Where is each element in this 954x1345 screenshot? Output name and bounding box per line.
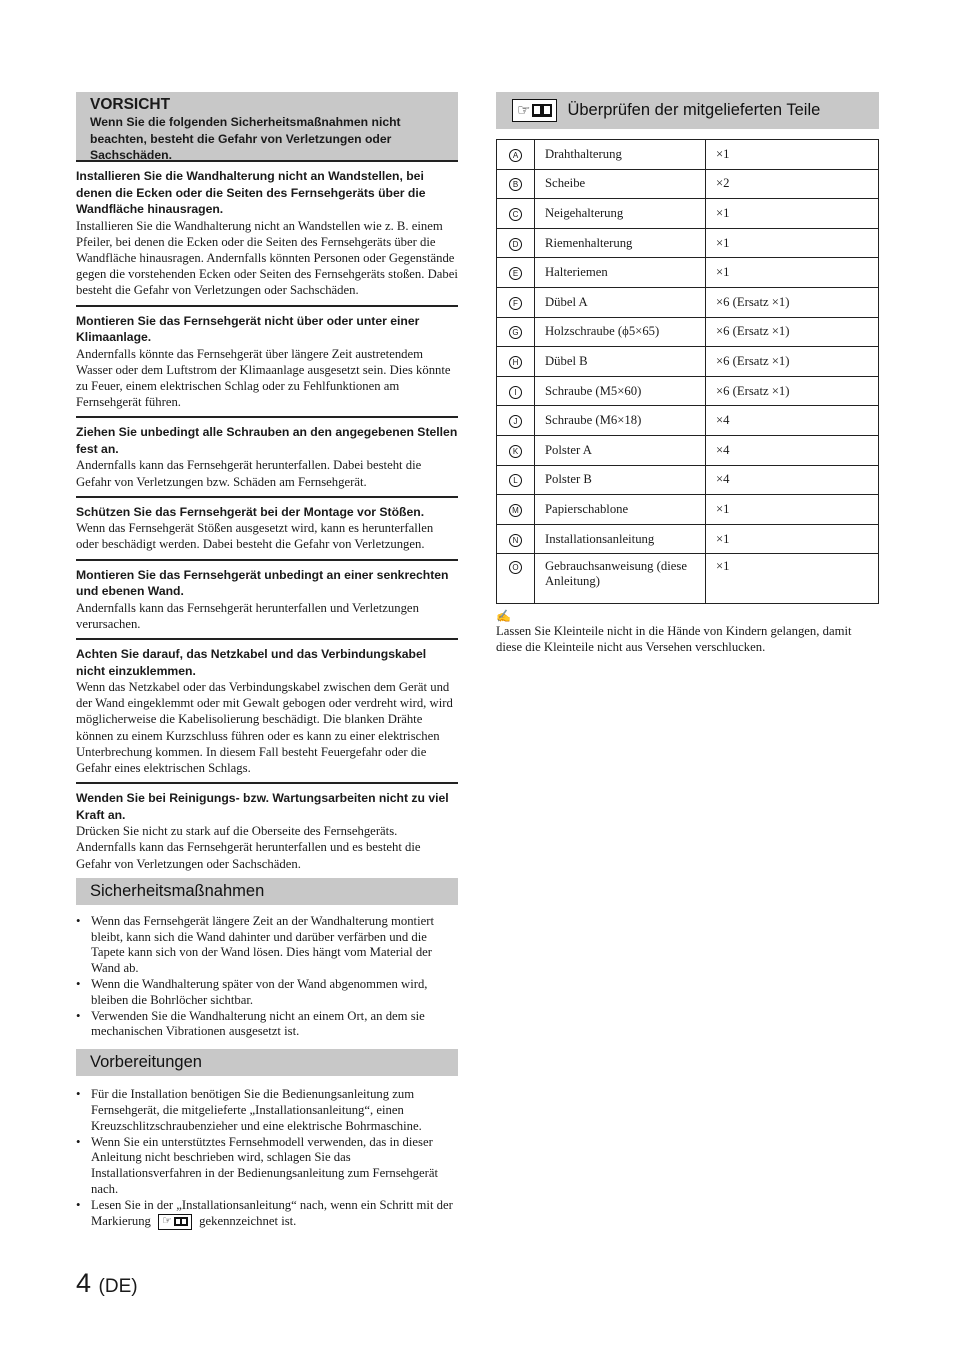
part-letter: F [509, 297, 522, 310]
part-quantity: ×4 [706, 465, 879, 495]
list-item: • Für die Installation benötigen Sie die Bedienungsanleitung zum Fernsehgerät, die mitgelieferte „Installationsanleitung“, einen Kreuzschlitzschraubenzieher und eine elektrische Bohrmaschine. [76, 1087, 458, 1134]
part-name: Holzschraube (ϕ5×65) [535, 317, 706, 347]
hand-book-marker-icon: ☞ [158, 1214, 192, 1230]
part-letter-cell [497, 435, 535, 465]
caution-box [76, 92, 458, 160]
part-letter-cell [497, 406, 535, 436]
part-name: Installationsanleitung [535, 524, 706, 554]
part-letter: I [509, 386, 522, 399]
part-letter: M [509, 504, 522, 517]
table-row [497, 435, 879, 465]
left-column [76, 92, 458, 1239]
part-letter: K [509, 445, 522, 458]
table-row [497, 228, 879, 258]
part-quantity: ×1 [706, 199, 879, 229]
warning-body: Andernfalls könnte das Fernsehgerät über längere Zeit austretendem Wasser oder dem Luftstrom der Klimaanlage ausgesetzt sein. Dies könnte zu Feuer, einem elektrischen Schlag oder zu Fehlfunktionen am Fernsehgerät führen. [76, 346, 451, 410]
table-row [497, 406, 879, 436]
part-letter-cell [497, 554, 535, 604]
warning-heading: Montieren Sie das Fernsehgerät unbedingt an einer senkrechten und ebenen Wand. [76, 567, 449, 599]
part-letter-cell [497, 228, 535, 258]
part-letter: G [509, 326, 522, 339]
part-letter: C [509, 208, 522, 221]
warning-block [76, 416, 458, 489]
part-name: Dübel B [535, 347, 706, 377]
part-name: Papierschablone [535, 495, 706, 525]
list-item: • Wenn Sie ein unterstütztes Fernsehmodell verwenden, das in dieser Anleitung nicht beschrieben wird, schlagen Sie das Installationsverfahren in der Bedienungsanleitung zum Fernsehgerät nach. [76, 1135, 458, 1198]
part-quantity: ×6 (Ersatz ×1) [706, 287, 879, 317]
part-quantity: ×1 [706, 554, 879, 604]
prep-list [76, 1087, 458, 1229]
part-quantity: ×4 [706, 406, 879, 436]
warning-heading: Ziehen Sie unbedingt alle Schrauben an den angegebenen Stellen fest an. [76, 425, 458, 456]
warning-heading: Montieren Sie das Fernsehgerät nicht über oder unter einer Klimaanlage. [76, 313, 420, 345]
table-row [497, 495, 879, 525]
part-name: Neigehalterung [535, 199, 706, 229]
part-letter-cell [497, 347, 535, 377]
list-item-text: gekennzeichnet ist. [199, 1213, 297, 1228]
table-row [497, 524, 879, 554]
part-name: Scheibe [535, 169, 706, 199]
warning-body: Drücken Sie nicht zu stark auf die Oberseite des Fernsehgeräts. Andernfalls kann das Fernsehgerät herunterfallen und es besteht die Gefahr von Verletzungen oder Sachschäden. [76, 824, 421, 871]
part-quantity: ×1 [706, 228, 879, 258]
note-text: Lassen Sie Kleinteile nicht in die Hände von Kindern gelangen, damit diese die Kleinteile nicht aus Versehen verschlucken. [496, 624, 852, 655]
right-column [496, 92, 879, 655]
warning-block [76, 305, 458, 411]
parts-table [496, 139, 879, 604]
warning-body: Wenn das Fernsehgerät Stößen ausgesetzt wird, kann es herunterfallen oder beschädigt werden. Dabei besteht die Gefahr von Verletzungen. [76, 521, 434, 552]
section-heading-safety: Sicherheitsmaßnahmen [76, 878, 458, 905]
warning-block [76, 638, 458, 776]
warning-body: Andernfalls kann das Fernsehgerät herunterfallen. Dabei besteht die Gefahr von Verletzungen bzw. Schäden am Fernsehgerät. [76, 458, 422, 489]
part-name: Schraube (M5×60) [535, 376, 706, 406]
part-quantity: ×6 (Ersatz ×1) [706, 317, 879, 347]
part-letter-cell [497, 140, 535, 170]
section-heading-parts [496, 92, 879, 129]
part-letter-cell [497, 199, 535, 229]
part-name: Halteriemen [535, 258, 706, 288]
table-row [497, 140, 879, 170]
list-item [76, 1198, 458, 1230]
part-letter-cell [497, 258, 535, 288]
part-letter: H [509, 356, 522, 369]
part-letter: J [509, 415, 522, 428]
safety-list [76, 914, 458, 1040]
parts-title: Überprüfen der mitgelieferten Teile [567, 101, 821, 119]
part-quantity: ×1 [706, 524, 879, 554]
part-letter: E [509, 267, 522, 280]
part-name: Schraube (M6×18) [535, 406, 706, 436]
warning-heading: Schützen Sie das Fernsehgerät bei der Montage vor Stößen. [76, 504, 425, 519]
part-name: Drahthalterung [535, 140, 706, 170]
part-quantity: ×1 [706, 258, 879, 288]
warning-body: Installieren Sie die Wandhalterung nicht an Wandstellen wie z. B. einem Pfeiler, bei denen die Ecken oder die Seiten des Fernsehgeräts über die Wandfläche hinausragen. Andernfalls könnten Personen oder Gegenstände gegen die vorstehenden Ecken oder Seiten des Fernsehgeräts stoßen. Dabei besteht die Gefahr von Verletzungen oder Sachschäden. [76, 218, 458, 298]
warning-block [76, 496, 458, 553]
hand-book-marker-icon: ☞ [512, 99, 557, 122]
table-row [497, 554, 879, 604]
part-letter-cell [497, 524, 535, 554]
page-number-value: 4 [76, 1268, 92, 1298]
part-quantity: ×1 [706, 495, 879, 525]
table-row [497, 376, 879, 406]
warning-heading: Wenden Sie bei Reinigungs- bzw. Wartungsarbeiten nicht zu viel Kraft an. [76, 791, 449, 822]
caution-title: VORSICHT [90, 96, 171, 113]
list-item: • Verwenden Sie die Wandhalterung nicht an einem Ort, an dem sie mechanischen Vibrationen ausgesetzt ist. [76, 1009, 458, 1041]
part-letter-cell [497, 169, 535, 199]
table-row [497, 287, 879, 317]
part-letter-cell [497, 465, 535, 495]
part-quantity: ×4 [706, 435, 879, 465]
table-row [497, 347, 879, 377]
part-letter: O [509, 561, 522, 574]
part-letter: L [509, 474, 522, 487]
list-item-text: Lesen Sie in der „Installationsanleitung“ nach, wenn ein Schritt mit der Markierung [91, 1197, 453, 1228]
list-item: • Wenn das Fernsehgerät längere Zeit an der Wandhalterung montiert bleibt, kann sich die Wand dahinter und darüber verfärben und die Tapete kann sich von der Wand lösen. Dies hängt vom Material der Wand ab. [76, 914, 458, 977]
warning-heading: Installieren Sie die Wandhalterung nicht an Wandstellen, bei denen die Ecken oder die Seiten des Fernsehgeräts über die Wandfläche hinausragen. [76, 169, 426, 216]
table-row [497, 465, 879, 495]
part-name: Polster B [535, 465, 706, 495]
table-row [497, 258, 879, 288]
part-quantity: ×6 (Ersatz ×1) [706, 376, 879, 406]
part-letter: B [509, 178, 522, 191]
warning-block [76, 782, 458, 872]
table-row [497, 199, 879, 229]
warning-block [76, 559, 458, 632]
part-letter-cell [497, 317, 535, 347]
caution-subtitle: Wenn Sie die folgenden Sicherheitsmaßnahmen nicht beachten, besteht die Gefahr von Verletzungen oder Sachschäden. [90, 115, 401, 162]
list-item: • Wenn die Wandhalterung später von der Wand abgenommen wird, bleiben die Bohrlöcher sichtbar. [76, 977, 458, 1009]
part-letter-cell [497, 287, 535, 317]
part-quantity: ×2 [706, 169, 879, 199]
page-language: (DE) [98, 1276, 138, 1297]
warning-heading: Achten Sie darauf, das Netzkabel und das Verbindungskabel nicht einzuklemmen. [76, 647, 427, 678]
part-letter-cell [497, 495, 535, 525]
part-quantity: ×6 (Ersatz ×1) [706, 347, 879, 377]
part-name: Polster A [535, 435, 706, 465]
part-letter: A [509, 149, 522, 162]
part-letter: N [509, 534, 522, 547]
part-letter-cell [497, 376, 535, 406]
warning-body: Wenn das Netzkabel oder das Verbindungskabel zwischen dem Gerät und der Wand eingeklemmt oder mit Gewalt gebogen oder verdreht wird, wird möglicherweise die Kabelisolierung beschädigt. Die blanken Drähte können zu einem Kurzschluss führen oder es kann zu einer elektrischen Unterbrechung kommen. In diesem Fall besteht Feuergefahr oder die Gefahr eines elektrischen Schlags. [76, 680, 453, 776]
note-pencil-icon: ✍ [496, 609, 511, 624]
warning-block [76, 160, 458, 299]
part-letter: D [509, 238, 522, 251]
part-name: Riemenhalterung [535, 228, 706, 258]
page-number [76, 1268, 138, 1299]
table-row [497, 317, 879, 347]
part-name: Gebrauchsanweisung (diese Anleitung) [535, 554, 706, 604]
part-name: Dübel A [535, 287, 706, 317]
part-quantity: ×1 [706, 140, 879, 170]
table-row [497, 169, 879, 199]
warning-body: Andernfalls kann das Fernsehgerät herunterfallen und Verletzungen verursachen. [76, 600, 419, 631]
section-heading-prep: Vorbereitungen [76, 1049, 458, 1076]
